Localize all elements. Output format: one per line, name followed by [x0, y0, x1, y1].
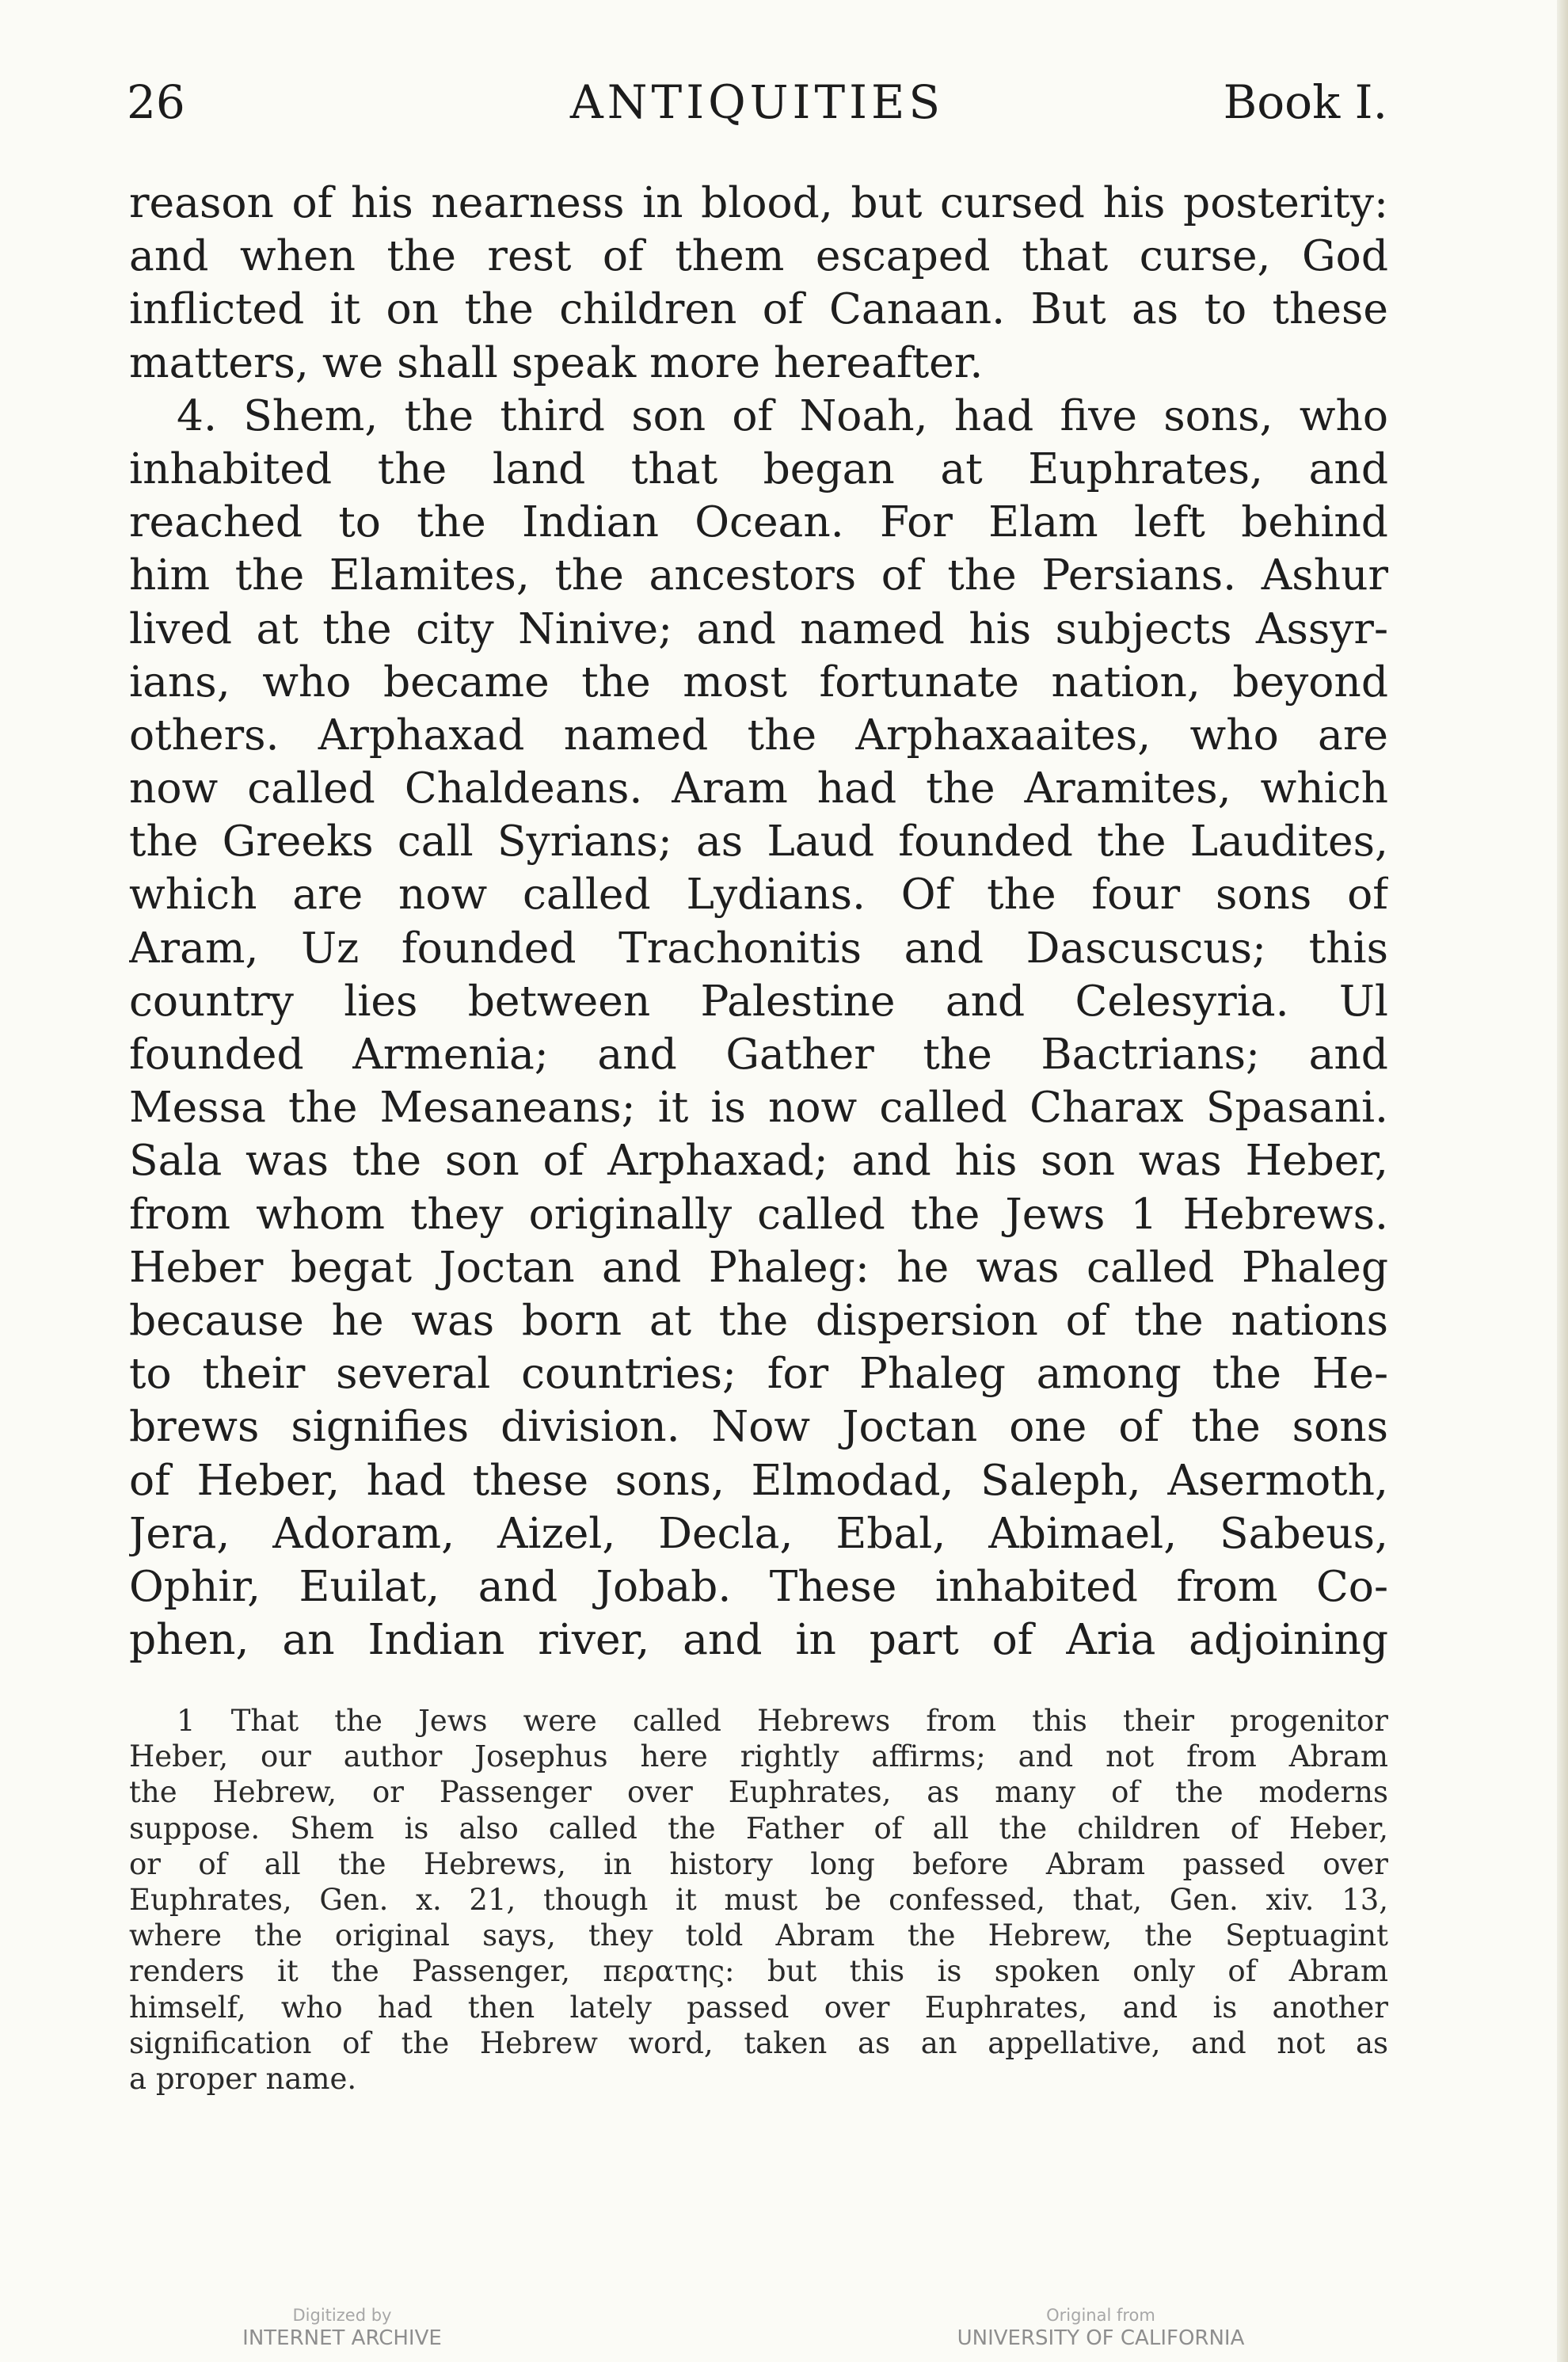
original-from-credit: [927, 2305, 1275, 2351]
text-line: founded Armenia; and Gather the Bactrians; and: [129, 1029, 1388, 1079]
digitized-by-credit: [215, 2305, 469, 2351]
footnote-line: Heber, our author Josephus here rightly affirms; and not from Abram: [129, 1739, 1388, 1774]
digitized-by-label: Digitized by: [292, 2306, 392, 2325]
text-line: ians, who became the most fortunate nation, beyond: [129, 656, 1388, 707]
text-line: now called Chaldeans. Aram had the Aramites, which: [129, 763, 1388, 813]
text-line: because he was born at the dispersion of the nations: [129, 1294, 1388, 1345]
text-line: reached to the Indian Ocean. For Elam left behind: [129, 497, 1388, 547]
text-line: inflicted it on the children of Canaan. But as to these: [129, 284, 1388, 334]
page-number: 26: [127, 75, 185, 129]
text-line: inhabited the land that began at Euphrates, and: [129, 443, 1388, 493]
text-line: the Greeks call Syrians; as Laud founded the Laudites,: [129, 816, 1388, 867]
text-line: Sala was the son of Arphaxad; and his son was Heber,: [129, 1135, 1388, 1186]
footnote-line: renders it the Passenger, περατης: but this is spoken only of Abram: [129, 1954, 1388, 1989]
original-from-label: Original from: [1046, 2306, 1155, 2325]
text-line: phen, an Indian river, and in part of Aria adjoining: [129, 1614, 1388, 1665]
text-line: from whom they originally called the Jews 1 Hebrews.: [129, 1188, 1388, 1239]
body-text: [129, 176, 1388, 1666]
footnote-line: Euphrates, Gen. x. 21, though it must be confessed, that, Gen. xiv. 13,: [129, 1882, 1388, 1917]
text-line: of Heber, had these sons, Elmodad, Saleph, Asermoth,: [129, 1454, 1388, 1505]
running-header: [127, 75, 1387, 139]
text-line: to their several countries; for Phaleg among the He-: [129, 1348, 1388, 1399]
page-edge: [1557, 0, 1568, 2362]
footnote-line: himself, who had then lately passed over Euphrates, and is another: [129, 1990, 1388, 2025]
text-line: 4. Shem, the third son of Noah, had five sons, who: [177, 390, 1388, 440]
footnotes: [129, 1703, 1388, 2097]
university-label: UNIVERSITY OF CALIFORNIA: [957, 2326, 1245, 2350]
text-line: Jera, Adoram, Aizel, Decla, Ebal, Abimael, Sabeus,: [129, 1507, 1388, 1558]
text-line: country lies between Palestine and Celesyria. Ul: [129, 975, 1388, 1026]
footnote-line: 1 That the Jews were called Hebrews from this their progenitor: [177, 1704, 1388, 1738]
book-label: Book I.: [1223, 75, 1387, 129]
footnote-line: signification of the Hebrew word, taken as an appellative, and not as: [129, 2025, 1388, 2060]
text-line: Heber begat Joctan and Phaleg: he was called Phaleg: [129, 1241, 1388, 1292]
text-line: Aram, Uz founded Trachonitis and Dascuscus; this: [129, 922, 1388, 973]
running-title: ANTIQUITIES: [569, 75, 945, 129]
text-line: others. Arphaxad named the Arphaxaaites, who are: [129, 709, 1388, 760]
text-line: reason of his nearness in blood, but cursed his posterity:: [129, 177, 1388, 227]
text-line: brews signifies division. Now Joctan one of the sons: [129, 1401, 1388, 1452]
footnote-line: suppose. Shem is also called the Father of all the children of Heber,: [129, 1811, 1388, 1846]
footnote-line: where the original says, they told Abram the Hebrew, the Septuagint: [129, 1918, 1388, 1953]
text-line: which are now called Lydians. Of the four sons of: [129, 869, 1388, 920]
footnote-line: a proper name.: [129, 2061, 357, 2096]
internet-archive-label: INTERNET ARCHIVE: [242, 2326, 442, 2350]
text-line: Messa the Mesaneans; it is now called Charax Spasani.: [129, 1082, 1388, 1133]
text-line: him the Elamites, the ancestors of the Persians. Ashur: [129, 550, 1388, 600]
footnote-line: or of all the Hebrews, in history long before Abram passed over: [129, 1846, 1388, 1881]
text-line: and when the rest of them escaped that curse, God: [129, 230, 1388, 281]
text-line: Ophir, Euilat, and Jobab. These inhabited from Co-: [129, 1560, 1388, 1611]
text-line: matters, we shall speak more hereafter.: [129, 337, 984, 387]
footnote-line: the Hebrew, or Passenger over Euphrates, as many of the moderns: [129, 1775, 1388, 1810]
text-line: lived at the city Ninive; and named his subjects Assyr-: [129, 603, 1388, 653]
